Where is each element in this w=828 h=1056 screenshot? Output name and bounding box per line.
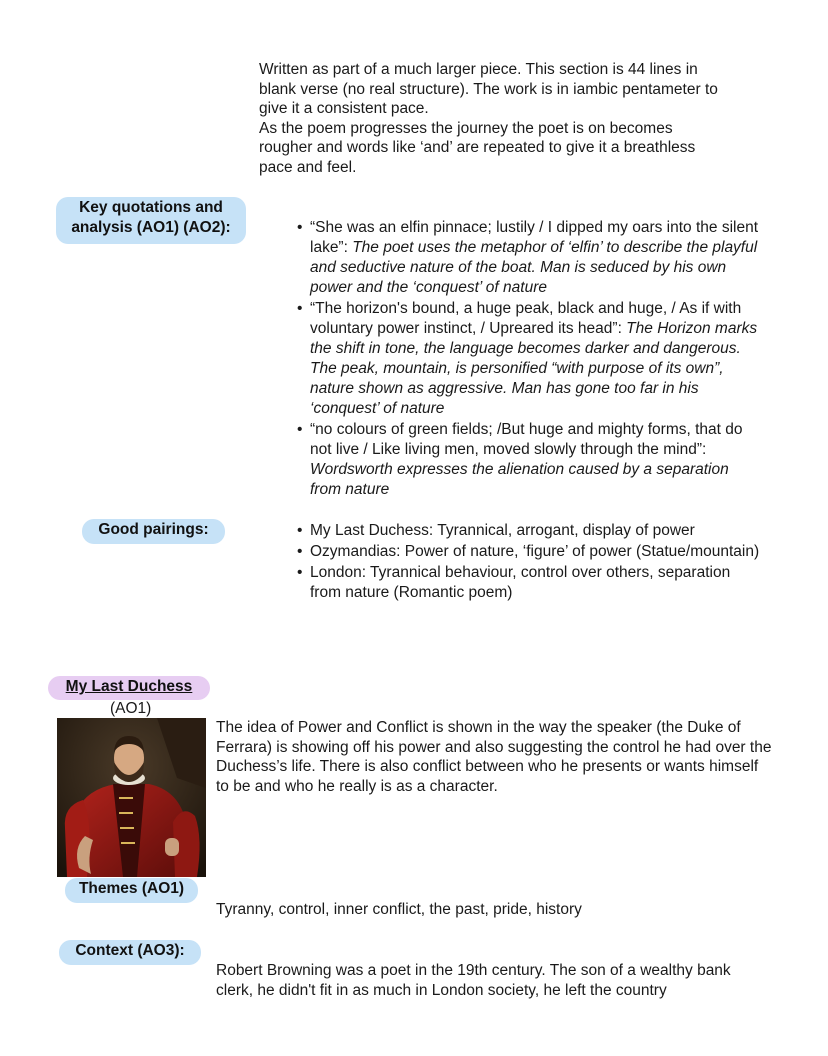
poem-title-text: My Last Duchess bbox=[65, 678, 193, 695]
quotation-item bbox=[286, 299, 762, 419]
key-quotations-label bbox=[56, 197, 246, 244]
good-pairings-label-text: Good pairings: bbox=[98, 521, 209, 538]
bullet-icon: • bbox=[297, 219, 303, 236]
quotation-item bbox=[286, 420, 762, 500]
quotation-text: “no colours of green fields; /But huge and mighty forms, that do not live / Like living men, moved slowly through the mind”: bbox=[310, 421, 743, 458]
intro-line: As the poem progresses the journey the poet is on becomes bbox=[259, 119, 673, 137]
good-pairings-label bbox=[82, 519, 225, 544]
pairing-text: Ozymandias: Power of nature, ‘figure’ of power (Statue/mountain) bbox=[310, 543, 760, 560]
quotation-analysis: Wordsworth expresses the alienation caused by a separation from nature bbox=[310, 461, 729, 498]
quotation-item bbox=[286, 218, 762, 298]
key-quotations-label-line2: analysis (AO1) (AO2): bbox=[71, 218, 231, 236]
pairing-text: London: Tyrannical behaviour, control over others, separation from nature (Romantic poem) bbox=[310, 564, 731, 601]
intro-line: Written as part of a much larger piece. This section is 44 lines in bbox=[259, 61, 698, 78]
pairing-item bbox=[286, 563, 762, 603]
intro-line: pace and feel. bbox=[259, 158, 357, 176]
themes-text: Tyranny, control, inner conflict, the past, pride, history bbox=[216, 901, 582, 918]
quotation-text: “She was an elfin pinnace; lustily / I dipped my oars into the silent lake”: bbox=[310, 219, 759, 256]
good-pairings-list bbox=[286, 521, 762, 604]
themes-label bbox=[65, 878, 198, 903]
quotation-analysis: The Horizon marks the shift in tone, the language becomes darker and dangerous. The peak, mountain, is personified “with purpose of its own”, nature shown as aggressive. Man has gone too far in his ‘conquest’ of nature bbox=[310, 320, 758, 417]
bullet-icon: • bbox=[297, 543, 303, 560]
context-label bbox=[59, 940, 201, 965]
pairing-item bbox=[286, 521, 762, 541]
bullet-icon: • bbox=[297, 564, 303, 581]
intro-paragraph bbox=[259, 60, 779, 177]
intro-line: give it a consistent pace. bbox=[259, 100, 429, 117]
bullet-icon: • bbox=[297, 522, 303, 539]
quotation-text: “The horizon's bound, a huge peak, black and huge, / As if with voluntary power instinct, / Upreared its head”: bbox=[310, 300, 742, 337]
pairing-text: My Last Duchess: Tyrannical, arrogant, display of power bbox=[310, 522, 695, 539]
context-label-text: Context (AO3): bbox=[75, 942, 185, 959]
bullet-icon: • bbox=[297, 300, 303, 317]
context-text: Robert Browning was a poet in the 19th century. The son of a wealthy bank clerk, he didn't fit in as much in London society, he left the country bbox=[216, 962, 731, 999]
key-quotations-list bbox=[286, 218, 762, 501]
poem-ao-label: (AO1) bbox=[110, 700, 152, 717]
poem-summary: The idea of Power and Conflict is shown in the way the speaker (the Duke of Ferrara) is showing off his power and also suggesting the control he had over the Duchess’s life. There is also conflict between who he presents or wants himself to be and who he really is as a character. bbox=[216, 719, 772, 795]
poem-title bbox=[48, 676, 210, 700]
intro-line: blank verse (no real structure). The work is in iambic pentameter to bbox=[259, 80, 718, 98]
intro-line: rougher and words like ‘and’ are repeated to give it a breathless bbox=[259, 139, 696, 156]
themes-label-text: Themes (AO1) bbox=[78, 880, 185, 897]
key-quotations-label-line1: Key quotations and bbox=[79, 199, 223, 216]
pairing-item bbox=[286, 542, 762, 562]
quotation-analysis: The poet uses the metaphor of ‘elfin’ to describe the playful and seductive nature of the boat. Man is seduced by his own power and the ‘conquest’ of nature bbox=[310, 239, 758, 296]
bullet-icon: • bbox=[297, 421, 303, 438]
renaissance-portrait-image bbox=[57, 718, 206, 877]
